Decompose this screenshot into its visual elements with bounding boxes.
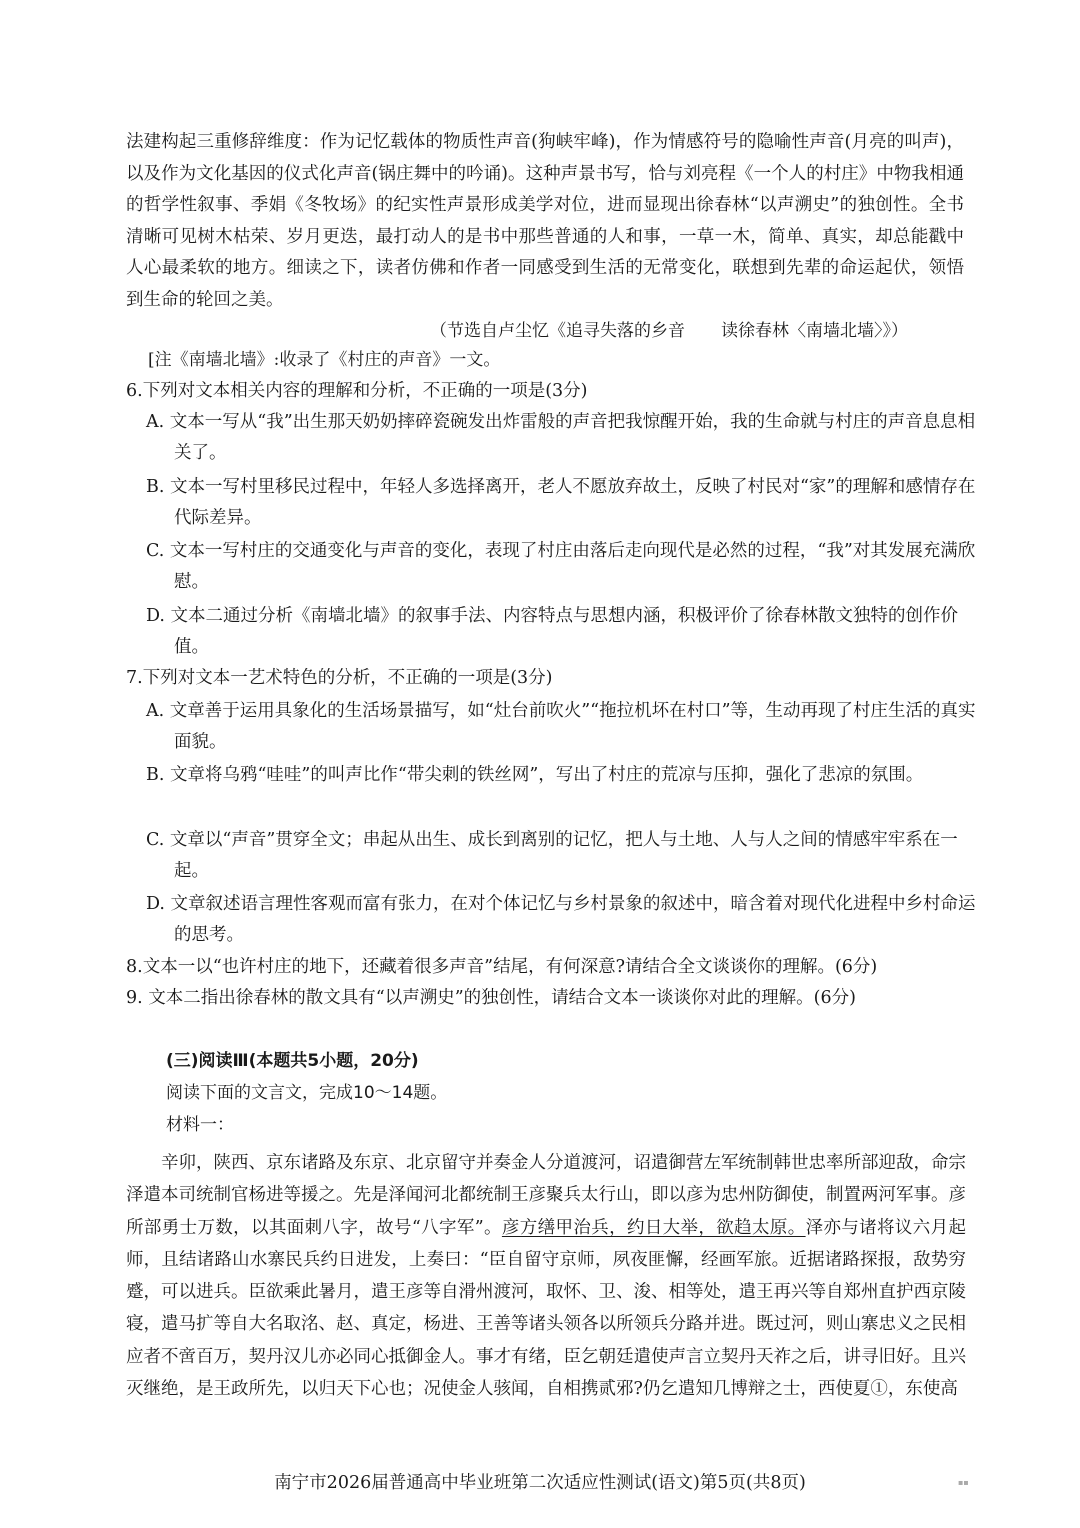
source-citation-part1: （节选自卢尘忆《追寻失落的乡音 bbox=[430, 321, 685, 341]
classical-text bbox=[126, 1147, 966, 1405]
question-7-option-d: D. 文章叙述语言理性客观而富有张力，在对个体记忆与乡村景象的叙述中，暗含着对现代化进程中乡村命运的思考。 bbox=[146, 894, 976, 945]
underlined-sentence: 彦方缮甲治兵，约日大举，欲趋太原。 bbox=[501, 1217, 806, 1238]
source-citation-part2: 读徐春林〈南墙北墙〉》） bbox=[721, 321, 908, 341]
source-citation bbox=[430, 316, 970, 346]
section-instruction: 阅读下面的文言文，完成10～14题。 bbox=[166, 1083, 448, 1103]
question-6-option-a: A. 文本一写从“我”出生那天奶奶摔碎瓷碗发出炸雷般的声音把我惊醒开始，我的生命就与村庄的声音息息相关了。 bbox=[146, 412, 976, 463]
question-6-stem: 6.下列对文本相关内容的理解和分析，不正确的一项是(3分) bbox=[126, 381, 588, 401]
section-title: (三)阅读Ⅲ(本题共5小题，20分) bbox=[166, 1051, 419, 1071]
question-6-option-c: C. 文本一写村庄的交通变化与声音的变化，表现了村庄由落后走向现代是必然的过程，“我”对其发展充满欣慰。 bbox=[146, 541, 976, 592]
classical-text-part1: 辛卯，陕西、京东诸路及东京、北京留守并奏金人分道渡河，诏遣御营左军统制韩世忠率所部迎敌，命宗泽遣本司统制官杨进等援之。先是泽闻河北都统制王彦聚兵太行山，即以彦为忠州防御使，制置两河军事。彦所部勇士万数，以其面刺八字，故号“八字军”。 bbox=[126, 1153, 966, 1238]
question-7-option-a: A. 文章善于运用具象化的生活场景描写，如“灶台前吹火”“拖拉机坏在村口”等，生动再现了村庄生活的真实面貌。 bbox=[146, 701, 976, 752]
page-footer: 南宁市2026届普通高中毕业班第二次适应性测试(语文)第5页(共8页) bbox=[274, 1473, 806, 1493]
scan-mark: ▪▪ bbox=[958, 1478, 969, 1487]
question-6-option-d: D. 文本二通过分析《南墙北墙》的叙事手法、内容特点与思想内涵，积极评价了徐春林散文独特的创作价值。 bbox=[146, 606, 959, 657]
question-7-option-c: C. 文章以“声音”贯穿全文；串起从出生、成长到离别的记忆，把人与土地、人与人之间的情感牢牢系在一起。 bbox=[146, 830, 958, 881]
question-9: 9. 文本二指出徐春林的散文具有“以声溯史”的独创性，请结合文本一谈谈你对此的理解。(6分) bbox=[126, 988, 856, 1008]
question-8: 8.文本一以“也许村庄的地下，还藏着很多声音”结尾，有何深意?请结合全文谈谈你的理解。(6分) bbox=[126, 957, 878, 977]
question-6-option-b: B. 文本一写村里移民过程中，年轻人多选择离开，老人不愿放弃故土，反映了村民对“家”的理解和感情存在代际差异。 bbox=[146, 477, 976, 528]
material-label: 材料一： bbox=[166, 1115, 234, 1135]
annotation-note: [注《南墙北墙》:收录了《村庄的声音》一文。 bbox=[148, 350, 501, 370]
question-7-option-b: B. 文章将乌鸦“哇哇”的叫声比作“带尖刺的铁丝网”，写出了村庄的荒凉与压抑，强化了悲凉的氛围。 bbox=[146, 765, 924, 785]
question-7-stem: 7.下列对文本一艺术特色的分析，不正确的一项是(3分) bbox=[126, 668, 553, 688]
classical-text-part2: 泽亦与诸将议六月起师，且结诸路山水寨民兵约日进发，上奏曰：“臣自留守京师，夙夜匪懈，经画军旅。近据诸路探报，敌势穷蹙，可以进兵。臣欲乘此暑月，遣王彦等自滑州渡河，取怀、卫、浚、相等处，遣王再兴等自郑州直护西京陵寝，遣马扩等自大名取洺、赵、真定，杨进、王善等诸头领各以所领兵分路并进。既过河，则山寨忠义之民相应者不啻百万，契丹汉儿亦必同心抵御金人。事才有绪，臣乞朝廷遣使声言立契丹天祚之后，讲寻旧好。且兴灭继绝，是王政所先，以归天下心也；况使金人骇闻，自相携贰邪?仍乞遣知几博辩之士，西使夏①，东使高 bbox=[126, 1217, 967, 1400]
intro-paragraph: 法建构起三重修辞维度：作为记忆载体的物质性声音(狗峡牢峰)，作为情感符号的隐喻性声音(月亮的叫声)，以及作为文化基因的仪式化声音(锅庄舞中的吟诵)。这种声景书写，恰与刘亮程《一个人的村庄》中物我相通的哲学性叙事、季娟《冬牧场》的纪实性声景形成美学对位，进而显现出徐春林“以声溯史”的独创性。全书清晰可见树木枯荣、岁月更迭，最打动人的是书中那些普通的人和事，一草一木，简单、真实，却总能戳中人心最柔软的地方。细读之下，读者仿佛和作者一同感受到生活的无常变化，联想到先辈的命运起伏，领悟到生命的轮回之美。 bbox=[126, 132, 964, 310]
